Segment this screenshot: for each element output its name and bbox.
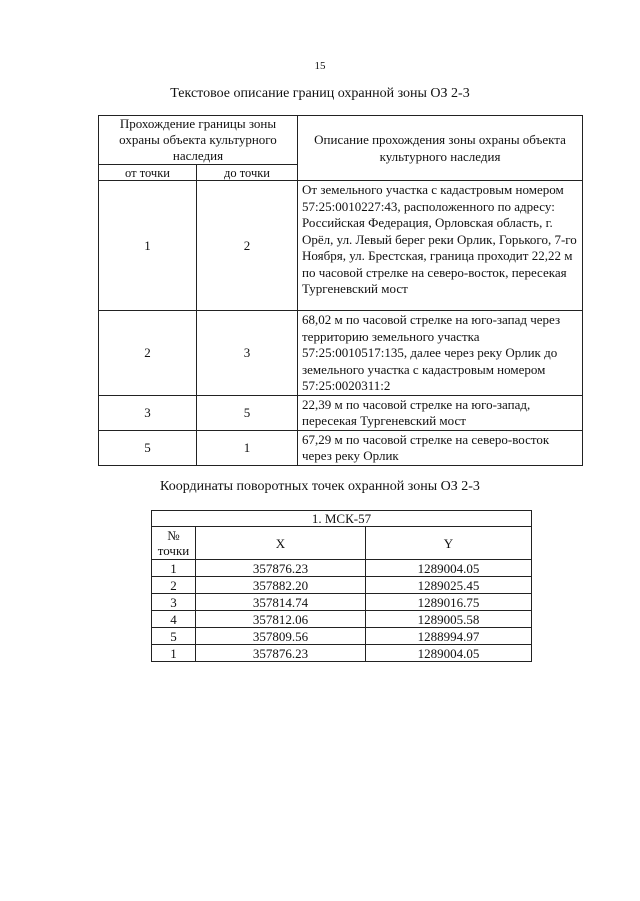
header-passage: Прохождение границы зоны охраны объекта культурного наследия [99,116,298,165]
y-cell: 1289005.58 [366,611,532,628]
y-cell: 1289016.75 [366,594,532,611]
header-from-point: от точки [99,165,197,181]
point-number-cell: 4 [152,611,196,628]
table-row [152,560,532,577]
point-number-cell: 3 [152,594,196,611]
page-number: 15 [314,60,326,72]
from-point-cell: 1 [99,181,197,311]
x-cell: 357882.20 [196,577,366,594]
table-row [152,577,532,594]
to-point-cell: 5 [197,395,298,430]
to-point-cell: 3 [197,311,298,396]
table-row [152,594,532,611]
table-row [152,628,532,645]
coordinates-title: Координаты поворотных точек охранной зоны ОЗ 2-3 [160,479,480,494]
y-cell: 1288994.97 [366,628,532,645]
y-cell: 1289004.05 [366,560,532,577]
point-number-cell: 5 [152,628,196,645]
table-row [99,395,583,430]
description-cell: От земельного участка с кадастровым номером 57:25:0010227:43, расположенного по адресу: Российская Федерация, Орловская область, г. Орёл, ул. Левый берег реки Орлик, Горького, 7-го Ноября, ул. Брестская, граница проходит 22,22 м по часовой стрелке на северо-восток, пересекая Тургеневский мост [298,181,583,311]
point-number-cell: 1 [152,645,196,662]
table-row [99,181,583,311]
from-point-cell: 5 [99,430,197,465]
x-cell: 357876.23 [196,645,366,662]
description-cell: 22,39 м по часовой стрелке на юго-запад, пересекая Тургеневский мост [298,395,583,430]
header-point-number: № точки [152,527,196,560]
x-cell: 357812.06 [196,611,366,628]
point-number-cell: 2 [152,577,196,594]
from-point-cell: 2 [99,311,197,396]
table-row [99,430,583,465]
table-row [152,645,532,662]
y-cell: 1289004.05 [366,645,532,662]
x-cell: 357809.56 [196,628,366,645]
x-cell: 357814.74 [196,594,366,611]
table-header-row [99,116,583,165]
point-number-cell: 1 [152,560,196,577]
x-cell: 357876.23 [196,560,366,577]
header-description: Описание прохождения зоны охраны объекта культурного наследия [298,116,583,181]
table-row [152,611,532,628]
from-point-cell: 3 [99,395,197,430]
to-point-cell: 1 [197,430,298,465]
y-cell: 1289025.45 [366,577,532,594]
description-cell: 68,02 м по часовой стрелке на юго-запад через территорию земельного участка 57:25:0010517:135, далее через реку Орлик до земельного участка с кадастровым номером 57:25:0020311:2 [298,311,583,396]
to-point-cell: 2 [197,181,298,311]
table-row [99,311,583,396]
coordinate-system-cell: 1. МСК-57 [152,511,532,527]
coordinates-header-row [152,527,532,560]
coordinates-table [151,510,532,662]
boundary-description-title: Текстовое описание границ охранной зоны ОЗ 2-3 [170,86,470,101]
description-cell: 67,29 м по часовой стрелке на северо-восток через реку Орлик [298,430,583,465]
boundary-description-table [98,115,583,466]
header-y: Y [366,527,532,560]
header-x: X [196,527,366,560]
header-to-point: до точки [197,165,298,181]
coordinate-system-row [152,511,532,527]
